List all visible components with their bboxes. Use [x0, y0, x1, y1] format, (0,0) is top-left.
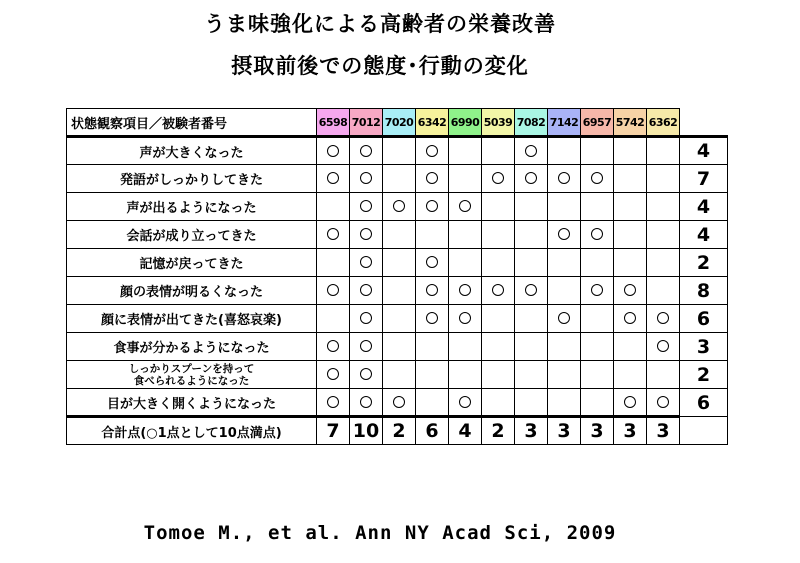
table-row [67, 193, 728, 221]
mark-cell [317, 361, 350, 389]
mark-cell [449, 389, 482, 417]
mark-cell [548, 193, 581, 221]
mark-cell [515, 333, 548, 361]
subject-total: 3 [581, 417, 614, 445]
mark-cell [515, 249, 548, 277]
subject-id-header: 6957 [581, 109, 614, 137]
mark-cell [416, 165, 449, 193]
title-line-1: うま味強化による高齢者の栄養改善 [204, 12, 556, 36]
circle-mark-icon [360, 256, 372, 268]
table-row [67, 333, 728, 361]
mark-cell [515, 137, 548, 165]
mark-cell [416, 389, 449, 417]
subject-total: 3 [647, 417, 680, 445]
mark-cell [317, 277, 350, 305]
mark-cell [317, 305, 350, 333]
mark-cell [647, 249, 680, 277]
mark-cell [416, 221, 449, 249]
mark-cell [416, 333, 449, 361]
mark-cell [449, 305, 482, 333]
mark-cell [317, 137, 350, 165]
mark-cell [482, 249, 515, 277]
mark-cell [383, 277, 416, 305]
mark-cell [647, 361, 680, 389]
circle-mark-icon [426, 284, 438, 296]
mark-cell [581, 221, 614, 249]
subject-total: 2 [482, 417, 515, 445]
table-row [67, 137, 728, 165]
circle-mark-icon [591, 228, 603, 240]
circle-mark-icon [657, 340, 669, 352]
mark-cell [647, 277, 680, 305]
mark-cell [614, 277, 647, 305]
mark-cell [581, 361, 614, 389]
mark-cell [614, 249, 647, 277]
mark-cell [647, 193, 680, 221]
mark-cell [548, 277, 581, 305]
citation: Tomoe M., et al. Ann NY Acad Sci, 2009 [143, 522, 617, 544]
mark-cell [581, 333, 614, 361]
mark-cell [647, 137, 680, 165]
mark-cell [383, 333, 416, 361]
row-total: 3 [680, 333, 728, 361]
mark-cell [614, 165, 647, 193]
observation-item-label: 食事が分かるようになった [67, 333, 317, 361]
mark-cell [548, 165, 581, 193]
mark-cell [614, 333, 647, 361]
mark-cell [482, 165, 515, 193]
mark-cell [383, 221, 416, 249]
mark-cell [350, 137, 383, 165]
observation-table [66, 108, 728, 445]
circle-mark-icon [393, 200, 405, 212]
mark-cell [317, 165, 350, 193]
circle-mark-icon [327, 284, 339, 296]
circle-mark-icon [624, 284, 636, 296]
mark-cell [647, 165, 680, 193]
mark-cell [482, 305, 515, 333]
circle-mark-icon [591, 284, 603, 296]
circle-mark-icon [459, 396, 471, 408]
mark-cell [515, 193, 548, 221]
mark-cell [581, 249, 614, 277]
subject-total: 3 [548, 417, 581, 445]
mark-cell [548, 361, 581, 389]
circle-mark-icon [426, 256, 438, 268]
table-row [67, 221, 728, 249]
circle-mark-icon [624, 312, 636, 324]
mark-cell [482, 137, 515, 165]
circle-mark-icon [360, 145, 372, 157]
circle-mark-icon [360, 368, 372, 380]
subject-id-header: 7082 [515, 109, 548, 137]
circle-mark-icon [360, 228, 372, 240]
mark-cell [317, 389, 350, 417]
mark-cell [548, 221, 581, 249]
mark-cell [548, 249, 581, 277]
circle-mark-icon [360, 200, 372, 212]
mark-cell [449, 165, 482, 193]
mark-cell [383, 165, 416, 193]
circle-mark-icon [558, 312, 570, 324]
mark-cell [350, 193, 383, 221]
table-row [67, 361, 728, 389]
circle-mark-icon [657, 312, 669, 324]
row-total: 6 [680, 389, 728, 417]
circle-mark-icon [327, 228, 339, 240]
mark-cell [383, 249, 416, 277]
mark-cell [350, 305, 383, 333]
subject-total: 10 [350, 417, 383, 445]
mark-cell [449, 277, 482, 305]
mark-cell [350, 361, 383, 389]
circle-mark-icon [624, 396, 636, 408]
circle-mark-icon [525, 145, 537, 157]
mark-cell [416, 305, 449, 333]
circle-mark-icon [558, 172, 570, 184]
row-total: 4 [680, 193, 728, 221]
observation-item-label: 声が出るようになった [67, 193, 317, 221]
mark-cell [581, 193, 614, 221]
circle-mark-icon [360, 340, 372, 352]
mark-cell [350, 221, 383, 249]
mark-cell [482, 389, 515, 417]
mark-cell [614, 389, 647, 417]
mark-cell [416, 249, 449, 277]
mark-cell [350, 333, 383, 361]
observation-item-label: 会話が成り立ってきた [67, 221, 317, 249]
table-header-row [67, 109, 728, 137]
circle-mark-icon [360, 396, 372, 408]
total-column-header [680, 109, 728, 137]
mark-cell [647, 305, 680, 333]
mark-cell [614, 305, 647, 333]
subject-total: 3 [614, 417, 647, 445]
circle-mark-icon [327, 145, 339, 157]
mark-cell [383, 137, 416, 165]
subject-id-header: 7142 [548, 109, 581, 137]
mark-cell [482, 277, 515, 305]
mark-cell [416, 361, 449, 389]
mark-cell [416, 193, 449, 221]
subject-id-header: 6598 [317, 109, 350, 137]
mark-cell [515, 221, 548, 249]
subject-total: 2 [383, 417, 416, 445]
mark-cell [317, 221, 350, 249]
table-row [67, 165, 728, 193]
mark-cell [614, 221, 647, 249]
subject-total: 3 [515, 417, 548, 445]
mark-cell [416, 277, 449, 305]
circle-mark-icon [492, 284, 504, 296]
mark-cell [647, 221, 680, 249]
subject-total: 7 [317, 417, 350, 445]
mark-cell [482, 333, 515, 361]
mark-cell [317, 193, 350, 221]
circle-mark-icon [360, 284, 372, 296]
observation-item-label: 目が大きく開くようになった [67, 389, 317, 417]
mark-cell [482, 361, 515, 389]
row-total: 2 [680, 361, 728, 389]
mark-cell [515, 277, 548, 305]
mark-cell [647, 333, 680, 361]
subject-id-header: 5039 [482, 109, 515, 137]
mark-cell [482, 193, 515, 221]
circle-mark-icon [459, 284, 471, 296]
mark-cell [515, 305, 548, 333]
mark-cell [614, 193, 647, 221]
row-total: 8 [680, 277, 728, 305]
observation-item-label: 記憶が戻ってきた [67, 249, 317, 277]
subject-id-header: 5742 [614, 109, 647, 137]
mark-cell [350, 389, 383, 417]
row-total: 7 [680, 165, 728, 193]
circle-mark-icon [360, 312, 372, 324]
mark-cell [548, 305, 581, 333]
circle-mark-icon [426, 145, 438, 157]
mark-cell [482, 221, 515, 249]
mark-cell [449, 221, 482, 249]
row-total: 2 [680, 249, 728, 277]
mark-cell [614, 137, 647, 165]
circle-mark-icon [426, 312, 438, 324]
circle-mark-icon [525, 172, 537, 184]
mark-cell [449, 333, 482, 361]
observation-item-label: しっかりスプーンを持って 食べられるようになった [67, 361, 317, 389]
mark-cell [317, 249, 350, 277]
row-total: 4 [680, 221, 728, 249]
subject-id-header: 6342 [416, 109, 449, 137]
subject-id-header: 6990 [449, 109, 482, 137]
mark-cell [350, 249, 383, 277]
subject-id-header: 6362 [647, 109, 680, 137]
mark-cell [317, 333, 350, 361]
mark-cell [581, 277, 614, 305]
title-line-2: 摂取前後での態度･行動の変化 [231, 54, 529, 78]
observation-item-label: 声が大きくなった [67, 137, 317, 165]
table-row [67, 305, 728, 333]
table-row [67, 277, 728, 305]
circle-mark-icon [459, 200, 471, 212]
observation-item-label: 顔に表情が出てきた(喜怒哀楽) [67, 305, 317, 333]
table-row [67, 249, 728, 277]
header-label: 状態観察項目／被験者番号 [67, 109, 317, 137]
mark-cell [515, 389, 548, 417]
circle-mark-icon [657, 396, 669, 408]
circle-mark-icon [492, 172, 504, 184]
circle-mark-icon [591, 172, 603, 184]
mark-cell [449, 249, 482, 277]
sum-label: 合計点(○1点として10点満点) [67, 417, 317, 445]
mark-cell [350, 277, 383, 305]
subject-id-header: 7020 [383, 109, 416, 137]
mark-cell [548, 389, 581, 417]
sum-row [67, 417, 728, 445]
mark-cell [515, 361, 548, 389]
subject-id-header: 7012 [350, 109, 383, 137]
circle-mark-icon [525, 284, 537, 296]
mark-cell [581, 137, 614, 165]
table-row [67, 389, 728, 417]
row-total: 4 [680, 137, 728, 165]
circle-mark-icon [360, 172, 372, 184]
mark-cell [614, 361, 647, 389]
mark-cell [449, 137, 482, 165]
circle-mark-icon [558, 228, 570, 240]
mark-cell [383, 389, 416, 417]
mark-cell [383, 305, 416, 333]
mark-cell [581, 389, 614, 417]
row-total: 6 [680, 305, 728, 333]
mark-cell [581, 165, 614, 193]
mark-cell [548, 333, 581, 361]
subject-total: 6 [416, 417, 449, 445]
circle-mark-icon [426, 172, 438, 184]
circle-mark-icon [393, 396, 405, 408]
mark-cell [383, 193, 416, 221]
mark-cell [449, 193, 482, 221]
circle-mark-icon [327, 172, 339, 184]
circle-mark-icon [327, 396, 339, 408]
mark-cell [581, 305, 614, 333]
mark-cell [350, 165, 383, 193]
circle-mark-icon [327, 340, 339, 352]
observation-item-label: 顔の表情が明るくなった [67, 277, 317, 305]
mark-cell [515, 165, 548, 193]
mark-cell [548, 137, 581, 165]
sum-row-total-empty [680, 417, 728, 445]
mark-cell [383, 361, 416, 389]
circle-mark-icon [426, 200, 438, 212]
circle-mark-icon [327, 368, 339, 380]
subject-total: 4 [449, 417, 482, 445]
mark-cell [449, 361, 482, 389]
observation-item-label: 発語がしっかりしてきた [67, 165, 317, 193]
mark-cell [416, 137, 449, 165]
circle-mark-icon [459, 312, 471, 324]
mark-cell [647, 389, 680, 417]
